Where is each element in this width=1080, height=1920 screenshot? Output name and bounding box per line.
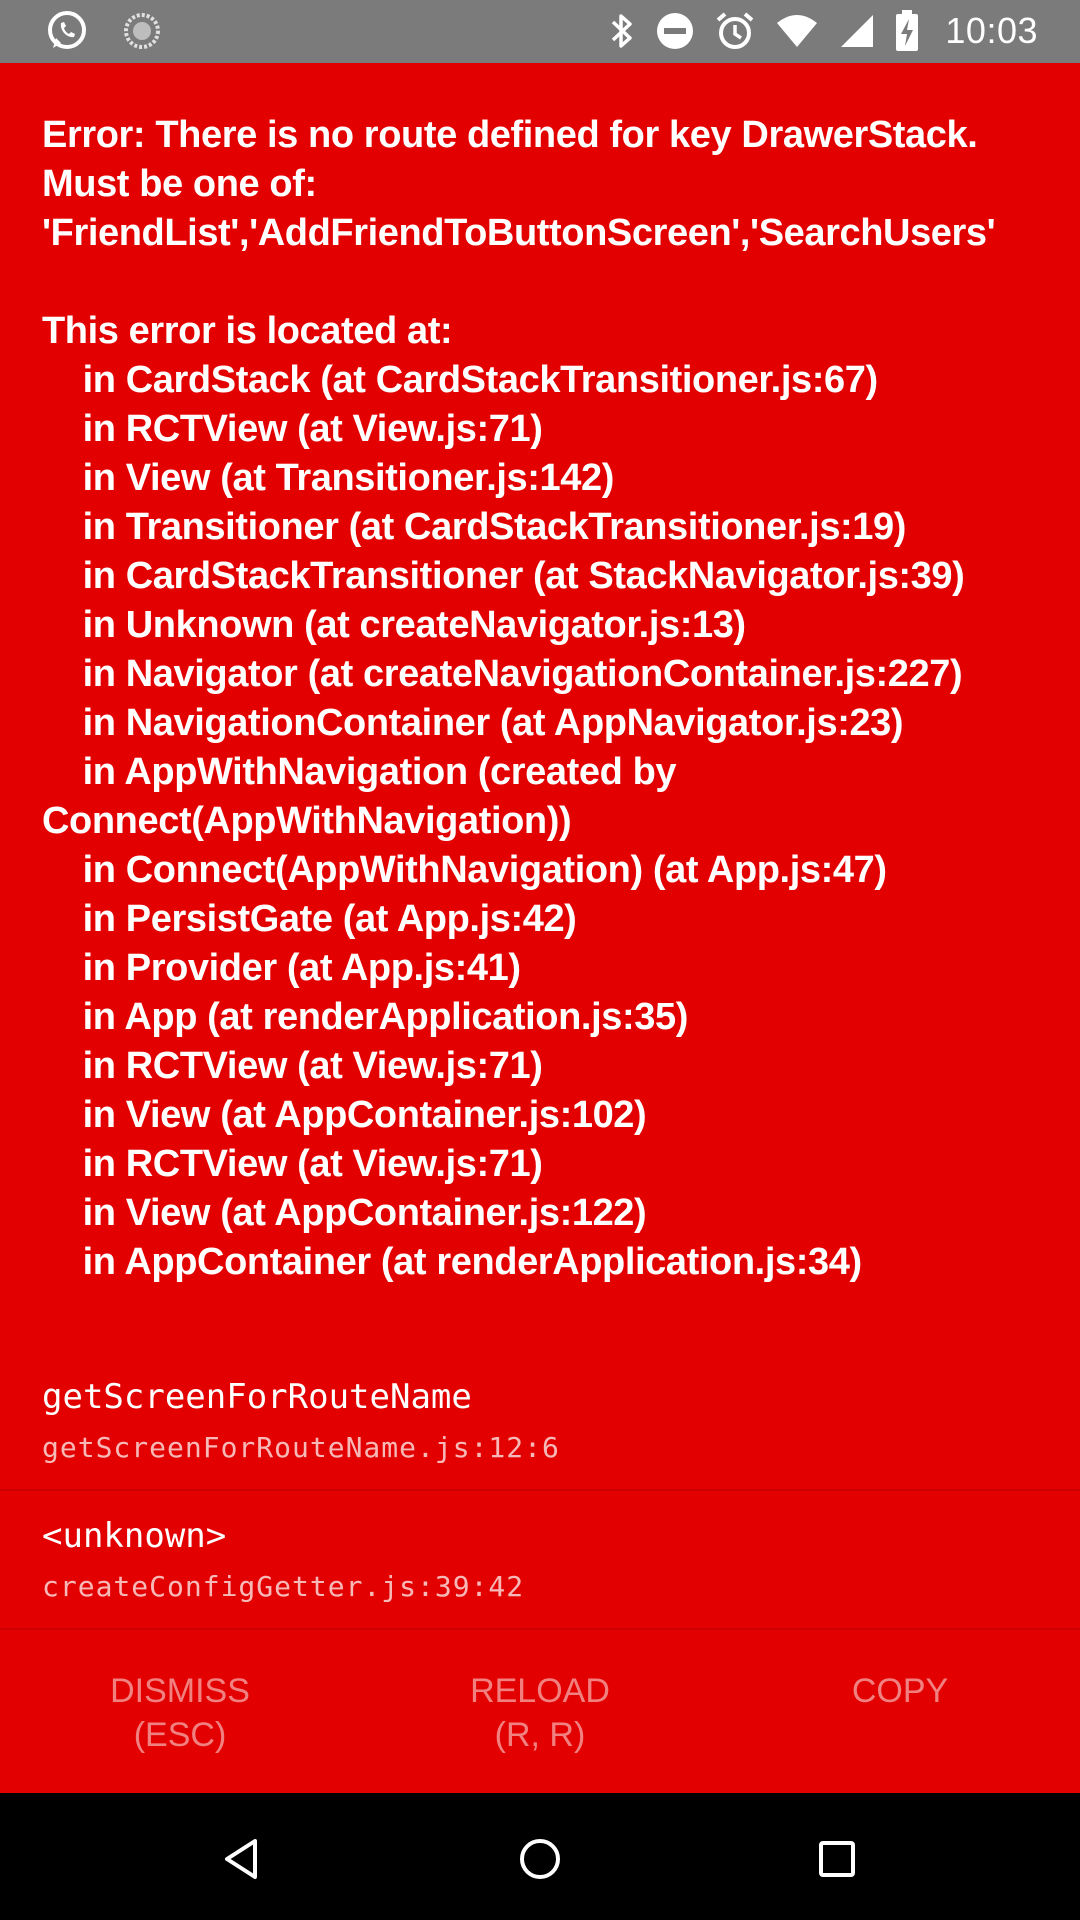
reload-button-label: RELOAD (R, R) <box>470 1672 610 1754</box>
reload-button[interactable] <box>360 1663 720 1793</box>
stack-frame[interactable] <box>0 1492 1080 1630</box>
home-button[interactable] <box>500 1819 580 1899</box>
alarm-icon <box>715 11 755 51</box>
back-icon <box>221 1837 261 1881</box>
stack-frame-method: <unknown> <box>42 1516 227 1556</box>
status-bar-clock: 10:03 <box>945 10 1038 51</box>
dismiss-button[interactable] <box>0 1663 360 1793</box>
recents-button[interactable] <box>797 1819 877 1899</box>
redbox-button-row <box>0 1663 1080 1793</box>
sync-icon <box>122 11 162 51</box>
status-bar <box>0 0 1080 63</box>
error-message[interactable]: Error: There is no route defined for key DrawerStack. Must be one of: 'FriendList','AddFriendToButtonScreen','SearchUsers' This error is located at: in CardStack (at CardStackTransitioner.js:67) in RCTView (at View.js:71) in View (at Transitioner.js:142) in Transitioner (at CardStackTransitioner.js:19) in CardStackTransitioner (at StackNavigator.js:39) in Unknown (at createNavigator.js:13) in Navigator (at createNavigationContainer.js:227) in NavigationContainer (at AppNavigator.js:23) in AppWithNavigation (created by Connect(AppWithNavigation)) in Connect(AppWithNavigation) (at App.js:47) in PersistGate (at App.js:42) in Provider (at App.js:41) in App (at renderApplication.js:35) in RCTView (at View.js:71) in View (at AppContainer.js:102) in RCTView (at View.js:71) in View (at AppContainer.js:122) in AppContainer (at renderApplication.js:34) <box>42 114 996 1283</box>
dismiss-button-label: DISMISS (ESC) <box>110 1672 250 1754</box>
stack-frame-file: getScreenForRouteName.js:12:6 <box>42 1431 560 1464</box>
home-icon <box>518 1837 562 1881</box>
whatsapp-icon <box>44 8 90 54</box>
status-bar-right <box>609 8 1038 54</box>
navigation-bar <box>0 1793 1080 1920</box>
battery-charging-icon <box>895 10 919 52</box>
status-bar-left <box>44 8 162 54</box>
do-not-disturb-icon <box>655 11 695 51</box>
bluetooth-icon <box>609 11 635 51</box>
error-redbox <box>0 63 1080 1793</box>
recents-icon <box>817 1839 857 1879</box>
copy-button-label: COPY <box>851 1672 949 1710</box>
stack-frame[interactable] <box>0 1353 1080 1491</box>
back-button[interactable] <box>201 1819 281 1899</box>
copy-button[interactable] <box>720 1663 1080 1793</box>
stack-frame-file: createConfigGetter.js:39:42 <box>42 1570 525 1603</box>
stack-frame-method: getScreenForRouteName <box>42 1377 472 1417</box>
cellular-signal-icon <box>839 13 875 49</box>
wifi-icon <box>775 13 819 49</box>
